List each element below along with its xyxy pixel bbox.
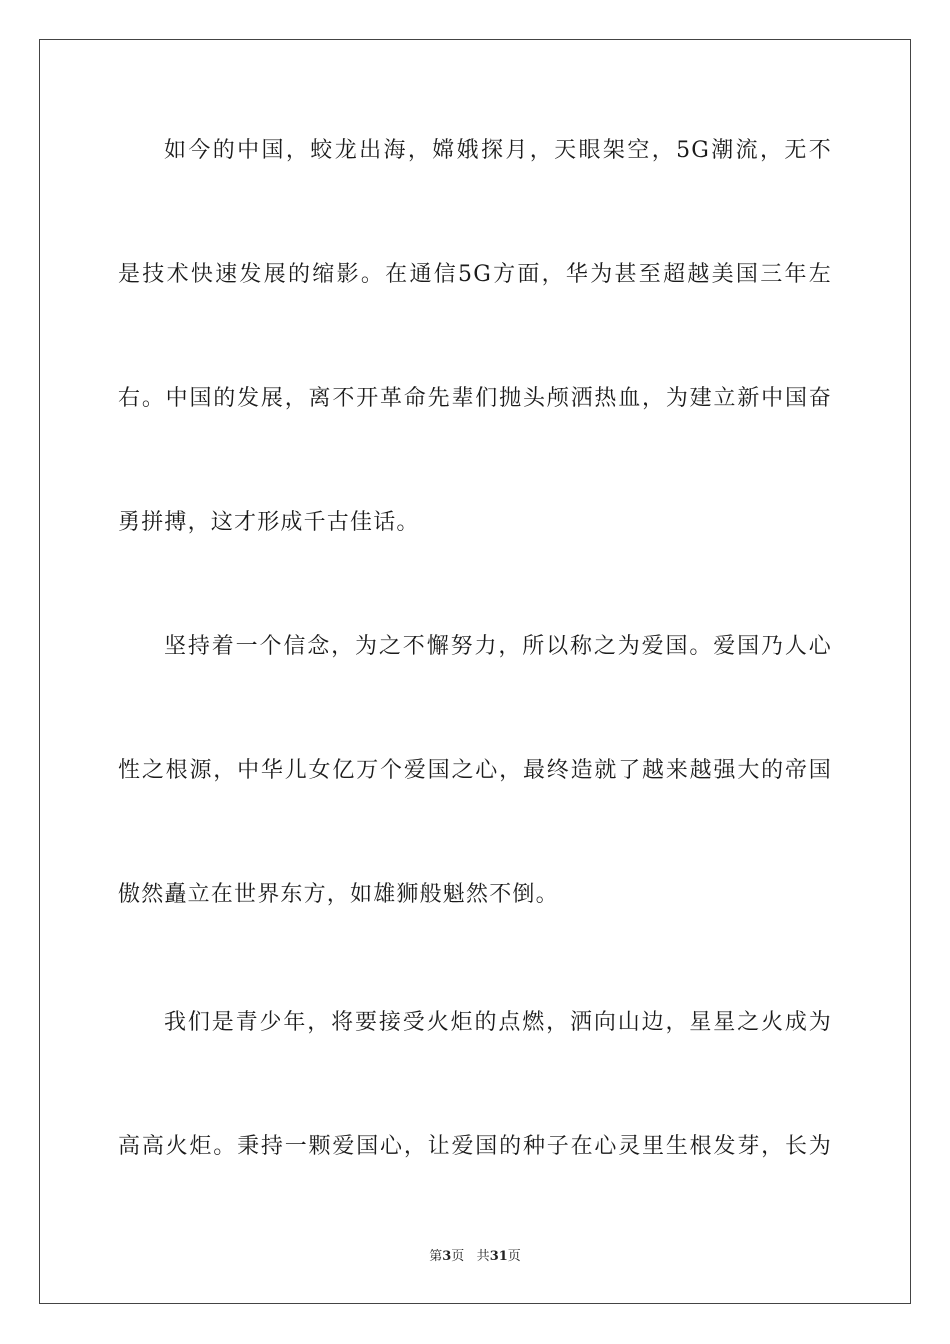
paragraph-2-line-1: 坚持着一个信念，为之不懈努力，所以称之为爱国。爱国乃人心: [164, 634, 832, 659]
paragraph-3-line-2: 高高火炬。秉持一颗爱国心，让爱国的种子在心灵里生根发芽，长为: [118, 1134, 832, 1159]
footer-total-prefix: 共: [476, 1249, 490, 1264]
footer-page-number: 3: [442, 1249, 452, 1264]
paragraph-1-line-3: 右。中国的发展，离不开革命先辈们抛头颅洒热血，为建立新中国奋: [118, 386, 832, 411]
footer-page-suffix: 页: [451, 1249, 465, 1264]
footer-page-prefix: 第: [429, 1249, 443, 1264]
paragraph-1-line-1: 如今的中国，蛟龙出海，嫦娥探月，天眼架空，5G潮流，无不: [164, 138, 832, 163]
footer-total-pages: 31: [489, 1249, 508, 1264]
paragraph-2-line-2: 性之根源，中华儿女亿万个爱国之心，最终造就了越来越强大的帝国: [118, 758, 832, 783]
page-border: [39, 39, 911, 1304]
footer-total-suffix: 页: [507, 1249, 521, 1264]
paragraph-1-line-2: 是技术快速发展的缩影。在通信5G方面，华为甚至超越美国三年左: [118, 262, 832, 287]
page-footer: [0, 1249, 950, 1265]
paragraph-3-line-1: 我们是青少年，将要接受火炬的点燃，洒向山边，星星之火成为: [164, 1010, 832, 1035]
paragraph-2-line-3: 傲然矗立在世界东方，如雄狮般魁然不倒。: [118, 882, 559, 907]
paragraph-1-line-4: 勇拼搏，这才形成千古佳话。: [118, 510, 420, 535]
